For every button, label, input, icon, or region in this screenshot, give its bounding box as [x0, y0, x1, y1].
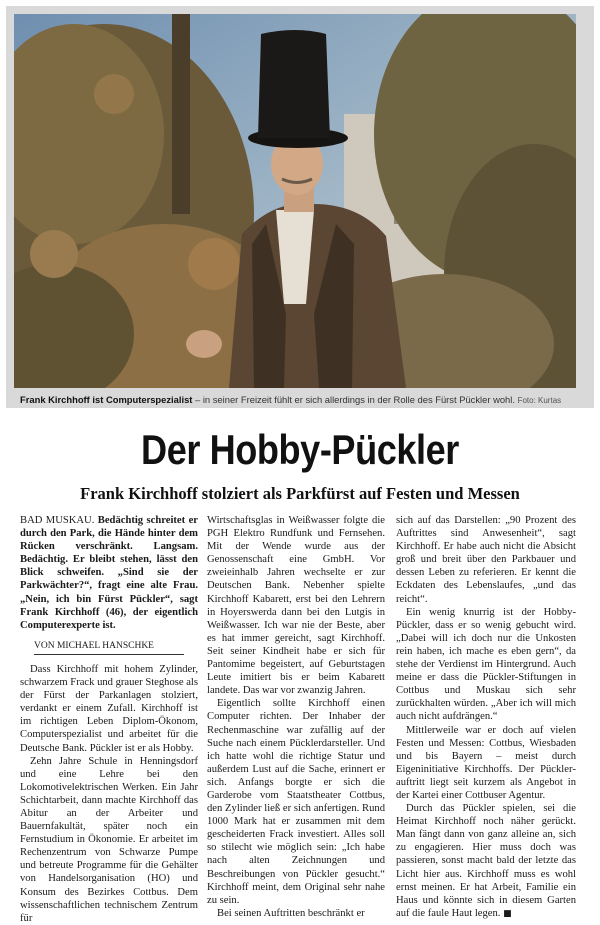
paragraph: Dass Kirchhoff mit hohem Zylinder, schwarzem Frack und grauer Steghose als der Fürst der Parkanlagen stolziert, verdankt er einem Zufall. Kirchhoff ist im richtigen Leben Diplom-Ökonom, Computerspezialist und arbeitet für die Deutsche Bank. Pückler ist er als Hobby. — [20, 663, 198, 754]
end-mark: ■ — [503, 908, 512, 919]
paragraph: sich auf das Darstellen: „90 Prozent des Auftrittes sind Anwesenheit“, sagt Kirchhoff. Er habe auch nicht die Absicht groß und breit über den Parkbauer und dessen Leben zu referieren. Er kennt die Eckdaten des Lebenslaufes, „und das reicht“. — [396, 515, 576, 605]
lead-text: Bedächtig schreitet er durch den Park, die Hände hinter dem Rücken verschränkt. Langsam. Bedächtig. Er bleibt stehen, lässt den Blick schweifen. „Sind sie der Parkwächter?“, fragt eine alte Frau. „Nein, ich bin Fürst Pückler“, sagt Frank Kirchhoff (46), der eigentlich Computerexperte ist. — [20, 515, 198, 631]
article-subheadline: Frank Kirchhoff stolziert als Parkfürst auf Festen und Messen — [80, 484, 520, 503]
article-column-3 — [396, 514, 576, 921]
paragraph: Eigentlich sollte Kirchhoff einen Computer richten. Der Inhaber der Rechenmaschine war zufällig auf der Suche nach einem Pücklerdarsteller. Und ich hatte wohl die richtige Statur und außerdem Lust auf die Sache, erinnert er sich. Anfangs borgte er sich die Garderobe vom Staatstheater Cottbus, den Zylinder ließ er sich anfertigen. Rund 1000 Mark hat er zusammen mit dem gescheiderten Frack investiert. Alles soll so stilecht wie möglich sein: „Ich habe nach alten Zeichnungen und Beschreibungen von Pückler gesucht.“ Kirchhoff meint, dem Original sehr nahe zu sein. — [207, 698, 385, 906]
photo-frame — [6, 6, 594, 408]
dateline: BAD MUSKAU. — [20, 515, 95, 526]
article-photo — [14, 14, 576, 388]
article-column-1 — [20, 514, 198, 925]
photo-caption — [20, 394, 594, 405]
paragraph: Mittlerweile war er doch auf vielen Festen und Messen: Cottbus, Wiesbaden und bis Bayern – meist durch Eigeninitiative Kirchhoffs. Der Pücklerauftritt liegt seit kurzem als Angebot in der Kartei einer Cottbuser Agentur. — [396, 724, 576, 801]
photo-image — [14, 14, 576, 388]
caption-name: Frank Kirchhoff ist Computerspezialist — [20, 394, 193, 405]
byline: VON MICHAEL HANSCHKE — [34, 640, 184, 655]
paragraph: Bei seinen Auftritten beschränkt er — [217, 907, 365, 919]
photo-credit: Foto: Kurtas — [517, 396, 562, 405]
caption-text: – in seiner Freizeit fühlt er sich allerdings in der Rolle des Fürst Pückler wohl. — [192, 394, 515, 405]
article-lead — [20, 514, 198, 632]
paragraph: Zehn Jahre Schule in Henningsdorf und eine Lehre bei den Lokomotivelektrischen Werken. Ein Jahr Schichtarbeit, dann machte Kirchhoff das Abitur an der Arbeiter und Bauernfakultät, später noch ein Fernstudium in Ökonomie. Er arbeitet im Rechenzentrum von Schwarze Pumpe und betreute Programme für die Gehälter von Handelsorganisation (HO) und Konsum des Bezirkes Cottbus. Dem wissenschaftlichen technischem Zentrum für — [20, 755, 198, 924]
paragraph: Wirtschaftsglas in Weißwasser folgte die PGH Elektro Rundfunk und Fernsehen. Mit der Wende wurde aus der Genossenschaft eine GmbH. Vor zweieinhalb Jahren wechselte er zur Deutschen Bank. Nebenher spielte Kirchhoff Kabarett, erst bei den Lehrern in Hoyerswerda dann bei den Lutgis in Weißwasser. Ich war nie der Beste, aber es hat immer gereicht, sagt Kirchhoff. Seit seiner Kindheit habe er sich für Pantomime begeistert, auf Geburtstagen Leute imitiert bis er beim Kabarett landete. Das war vor zwanzig Jahren. — [207, 515, 385, 697]
article-column-2 — [207, 514, 385, 920]
final-paragraph-text: Durch das Pückler spielen, sei die Heimat Kirchhoff noch näher gerückt. Man fängt dann von ganz alleine an, sich zu engagieren. Hier muss doch was passieren, sonst macht bald der letzte das Licht hier aus. Kirchhoff muss es wohl ernst meinen. Er hat Arbeit, Familie ein Haus und könnte sich in diesem Garten auf die faule Haut legen. — [396, 803, 576, 919]
paragraph — [396, 802, 576, 921]
paragraph: Ein wenig knurrig ist der Hobby-Pückler, dass er so wenig gebucht wird. „Dabei will ich doch nur die Unkosten rein haben, ich mache es eben gern“, da stehe der Verdienst im Hintergrund. Auch meine er dass die Pückler-Stiftungen in Cottbus und Muskau sich sehr zurückhalten würden. „Aber ich will mich auch nicht aufdrängen.“ — [396, 606, 576, 723]
article-headline: Der Hobby-Pückler — [141, 426, 459, 473]
